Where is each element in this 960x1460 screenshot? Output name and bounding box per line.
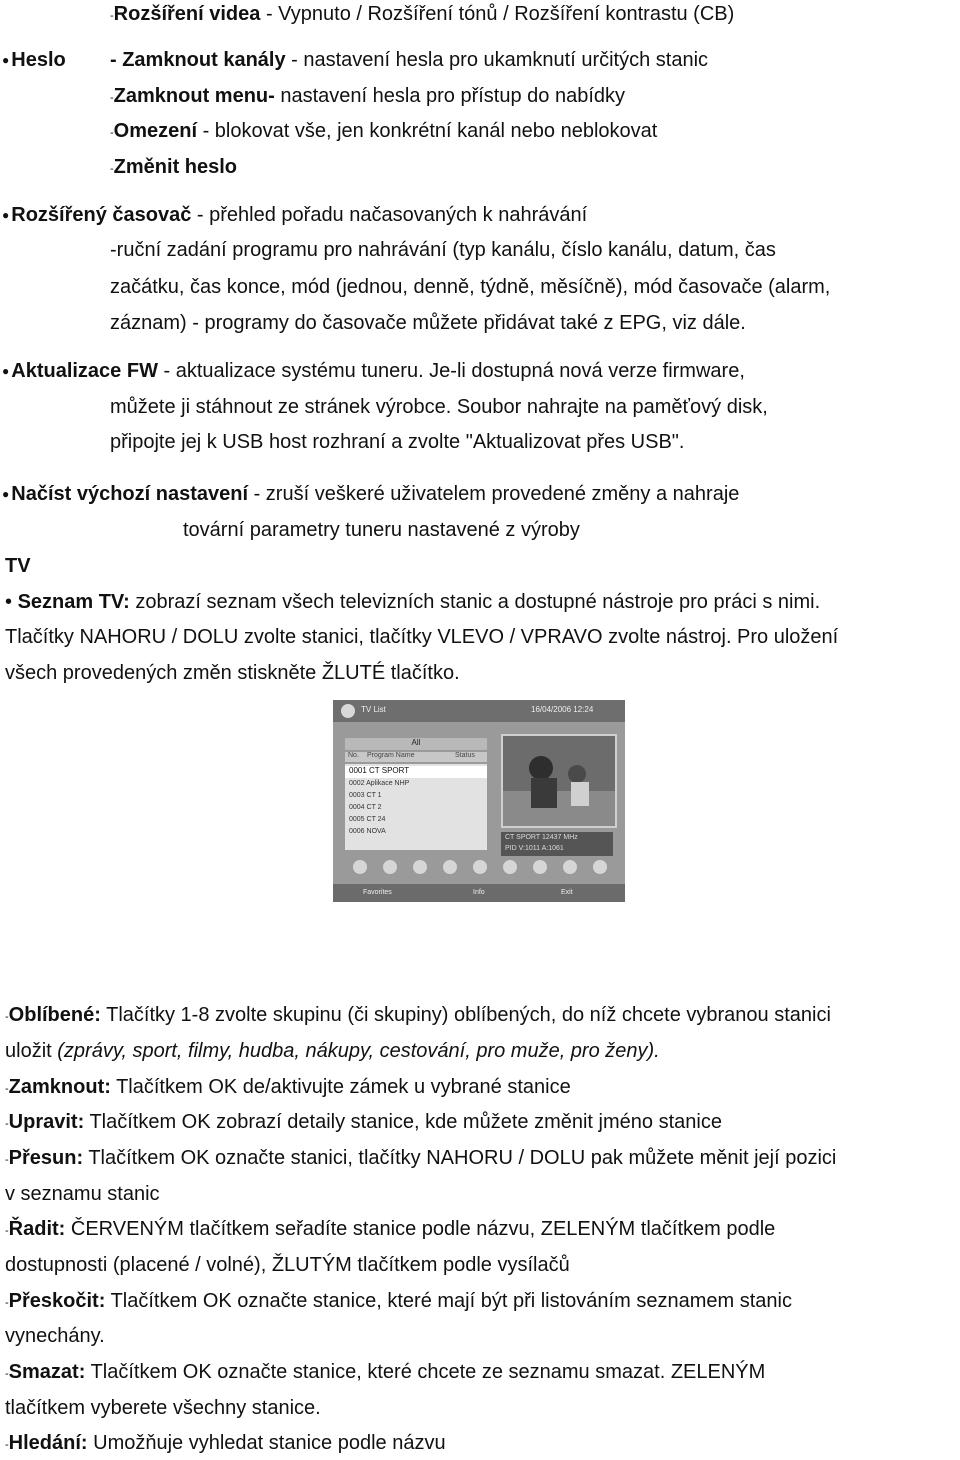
tv-heading: TV <box>5 555 31 577</box>
tool-icon[interactable] <box>593 860 607 874</box>
tool-icon[interactable] <box>353 860 367 874</box>
preview-window <box>501 734 617 828</box>
screenshot-title: TV List <box>361 705 386 714</box>
sort-line: -Řadit: ČERVENÝM tlačítkem seřadíte stanice podle názvu, ZELENÝM tlačítkem podle <box>5 1218 776 1240</box>
channel-list <box>345 764 487 850</box>
timer-line-2: -ruční zadání programu pro nahrávání (typ kanálu, číslo kanálu, datum, čas <box>110 239 776 261</box>
restriction-line: -Omezení - blokovat vše, jen konkrétní kanál nebo neblokovat <box>110 120 658 142</box>
footer-favorites[interactable]: Favorites <box>363 889 392 896</box>
skip-line-2: vynechány. <box>5 1325 105 1347</box>
tv-list-line: • Seznam TV: zobrazí seznam všech televizních stanic a dostupné nástroje pro práci s nimi. <box>5 591 821 613</box>
timer-line: ● Rozšířený časovač - přehled pořadu načasovaných k nahrávání <box>2 204 588 226</box>
timer-line-4: záznam) - programy do časovače můžete přidávat také z EPG, viz dále. <box>110 312 746 334</box>
move-line-2: v seznamu stanic <box>5 1183 160 1205</box>
bullet-icon: ● <box>2 208 10 222</box>
tool-icon[interactable] <box>503 860 517 874</box>
tool-icon[interactable] <box>413 860 427 874</box>
bullet-icon: ● <box>2 53 10 67</box>
fw-line-3: připojte jej k USB host rozhraní a zvolte "Aktualizovat přes USB". <box>110 431 685 453</box>
tv-list-screenshot <box>333 700 625 902</box>
channel-info-1: CT SPORT 12437 MHz <box>505 834 578 841</box>
col-status: Status <box>455 752 475 759</box>
tool-icon[interactable] <box>533 860 547 874</box>
defaults-line-2: tovární parametry tuneru nastavené z výroby <box>183 519 580 541</box>
delete-line: -Smazat: Tlačítkem OK označte stanice, které chcete ze seznamu smazat. ZELENÝM <box>5 1361 766 1383</box>
tool-icon[interactable] <box>563 860 577 874</box>
screenshot-datetime: 16/04/2006 12:24 <box>531 705 594 714</box>
channel-row[interactable]: 0004 CT 2 <box>349 804 382 811</box>
channel-info <box>501 832 613 856</box>
channel-row[interactable]: 0002 Aplikace NHP <box>349 780 410 787</box>
skip-line: -Přeskočit: Tlačítkem OK označte stanice, které mají být při listováním seznamem stanic <box>5 1290 792 1312</box>
fw-line: ● Aktualizace FW - aktualizace systému tuneru. Je-li dostupná nová verze firmware, <box>2 360 745 382</box>
tv-line-2: Tlačítky NAHORU / DOLU zvolte stanici, tlačítky VLEVO / VPRAVO zvolte nástroj. Pro uložení <box>5 626 839 648</box>
channel-row[interactable]: 0005 CT 24 <box>349 816 386 823</box>
fav-line: -Oblíbené: Tlačítky 1-8 zvolte skupinu (či skupiny) oblíbených, do níž chcete vybranou stanici <box>5 1004 831 1026</box>
footer-info[interactable]: Info <box>473 889 485 896</box>
channel-info-2: PID V:1011 A:1061 <box>505 845 564 852</box>
lock-menu-line: -Zamknout menu- nastavení hesla pro přístup do nabídky <box>110 85 626 107</box>
sort-line-2: dostupnosti (placené / volné), ŽLUTÝM tlačítkem podle vysílačů <box>5 1254 570 1276</box>
change-password-line: -Změnit heslo <box>110 156 238 178</box>
channel-row[interactable]: 0006 NOVA <box>349 828 386 835</box>
col-name: Program Name <box>367 752 415 759</box>
tv-icon <box>341 704 355 718</box>
col-no: No. <box>348 752 359 759</box>
tool-icon[interactable] <box>473 860 487 874</box>
channel-row[interactable]: 0003 CT 1 <box>349 792 382 799</box>
group-selector[interactable]: All <box>345 738 487 750</box>
defaults-line: ● Načíst výchozí nastavení - zruší veškeré uživatelem provedené změny a nahraje <box>2 483 740 505</box>
footer-exit[interactable]: Exit <box>561 889 573 896</box>
tool-icons-row <box>345 860 613 874</box>
bullet-icon: ● <box>2 364 10 378</box>
channel-row[interactable]: 0001 CT SPORT <box>345 766 487 778</box>
tool-icon[interactable] <box>443 860 457 874</box>
delete-line-2: tlačítkem vyberete všechny stanice. <box>5 1397 321 1419</box>
timer-line-3: začátku, čas konce, mód (jednou, denně, týdně, měsíčně), mód časovače (alarm, <box>110 276 831 298</box>
bullet-icon: ● <box>2 487 10 501</box>
fw-line-2: můžete ji stáhnout ze stránek výrobce. Soubor nahrajte na paměťový disk, <box>110 396 768 418</box>
preview-image <box>503 736 615 826</box>
move-line: -Přesun: Tlačítkem OK označte stanici, tlačítky NAHORU / DOLU pak můžete měnit její pozici <box>5 1147 837 1169</box>
video-ext-line: -Rozšíření videa - Vypnuto / Rozšíření tónů / Rozšíření kontrastu (CB) <box>110 3 735 25</box>
heslo-title: ● Heslo <box>2 49 66 71</box>
lock-line: -Zamknout: Tlačítkem OK de/aktivujte zámek u vybrané stanice <box>5 1076 571 1098</box>
edit-line: -Upravit: Tlačítkem OK zobrazí detaily stanice, kde můžete změnit jméno stanice <box>5 1111 722 1133</box>
search-line: -Hledání: Umožňuje vyhledat stanice podle názvu <box>5 1432 446 1454</box>
fav-line-2: uložit (zprávy, sport, filmy, hudba, nákupy, cestování, pro muže, pro ženy). <box>5 1040 660 1062</box>
screenshot-footer <box>333 884 625 902</box>
tv-line-3: všech provedených změn stiskněte ŽLUTÉ tlačítko. <box>5 662 460 684</box>
list-header <box>345 752 487 762</box>
lock-channels-line: - Zamknout kanály - nastavení hesla pro ukamknutí určitých stanic <box>110 49 709 71</box>
tool-icon[interactable] <box>383 860 397 874</box>
